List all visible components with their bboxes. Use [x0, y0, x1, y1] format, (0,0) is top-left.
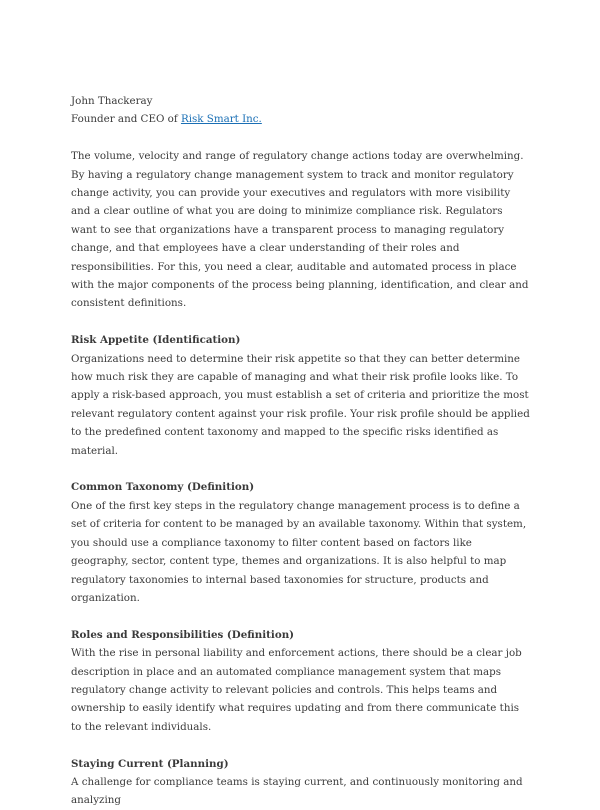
author-role-prefix: Founder and CEO of — [71, 113, 181, 126]
section-body: One of the first key steps in the regulatory change management process is to define a set of criteria for content to be managed by an available taxonomy. Within that system, you should use a compliance taxonomy to filter content based on factors like geography, sector, content type, themes and organizations. It is also helpful to map regulatory taxonomies to internal based taxonomies for structure, products and organization. — [71, 499, 527, 604]
section-heading: Staying Current (Planning) — [71, 757, 229, 770]
author-role — [71, 110, 531, 128]
section-common-taxonomy — [71, 478, 531, 607]
section-heading: Risk Appetite (Identification) — [71, 334, 241, 347]
section-heading: Roles and Responsibilities (Definition) — [71, 628, 295, 641]
section-risk-appetite — [71, 331, 531, 460]
document-page — [71, 92, 531, 810]
section-roles-responsibilities — [71, 626, 531, 736]
author-block — [71, 92, 531, 129]
author-name: John Thackeray — [71, 95, 153, 107]
intro-paragraph: The volume, velocity and range of regulatory change actions today are overwhelming. By having a regulatory change management system to track and monitor regulatory change activity, you can provide your executives and regulators with more visibility and a clear outline of what you are doing to minimize compliance risk. Regulators want to see that organizations have a transparent process to managing regulatory change, and that employees have a clear understanding of their roles and responsibilities. For this, you need a clear, auditable and automated process in place with the major components of the process being planning, identification, and clear and consistent definitions. — [71, 150, 529, 310]
section-staying-current — [71, 755, 531, 810]
section-body: Organizations need to determine their risk appetite so that they can better determine how much risk they are capable of managing and what their risk profile looks like. To apply a risk-based approach, you must establish a set of criteria and prioritize the most relevant regulatory content against your risk profile. Your risk profile should be applied to the predefined content taxonomy and mapped to the specific risks identified as material. — [71, 352, 530, 457]
section-body: With the rise in personal liability and enforcement actions, there should be a clear job description in place and an automated compliance management system that maps regulatory change activity to relevant policies and controls. This helps teams and ownership to easily identify what requires updating and from there communicate this to the relevant individuals. — [71, 647, 522, 733]
company-link[interactable]: Risk Smart Inc. — [180, 113, 262, 126]
section-body: A challenge for compliance teams is staying current, and continuously monitoring and analyzing — [71, 775, 523, 807]
section-heading: Common Taxonomy (Definition) — [71, 481, 255, 494]
